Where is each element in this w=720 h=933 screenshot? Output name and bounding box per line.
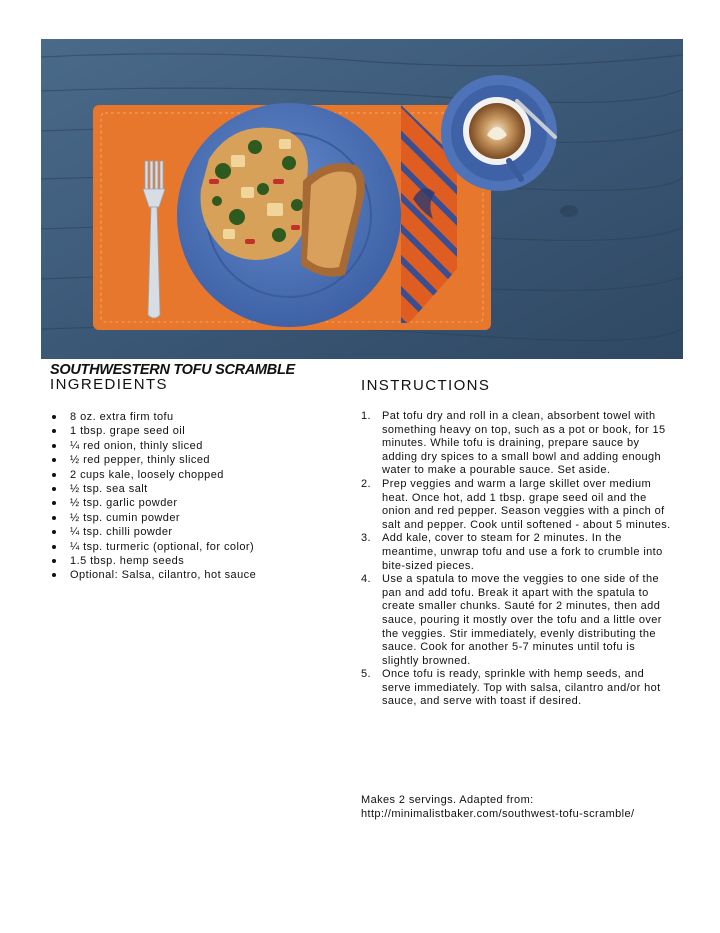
step-number: 5.: [361, 668, 371, 681]
wood-knot: [560, 205, 578, 217]
step-number: 2.: [361, 477, 371, 490]
ingredient-item: 8 oz. extra firm tofu: [50, 410, 340, 424]
ingredient-item: ¼ tsp. chilli powder: [50, 525, 340, 539]
step-number: 4.: [361, 573, 371, 586]
step-number: 3.: [361, 532, 371, 545]
ingredient-item: ½ tsp. garlic powder: [50, 496, 340, 510]
ingredient-item: 1 tbsp. grape seed oil: [50, 424, 340, 438]
ingredient-item: ½ red pepper, thinly sliced: [50, 453, 340, 467]
coffee-cup-icon: [441, 75, 557, 191]
instruction-step: [361, 532, 673, 573]
step-text: Prep veggies and warm a large skillet over medium heat. Once hot, add 1 tbsp. grape seed oil and the onion and red pepper. Season veggies with a pinch of salt and pepper. Cook until softened - about 5 minutes.: [382, 477, 671, 531]
hero-image: [41, 39, 683, 359]
ingredient-item: Optional: Salsa, cilantro, hot sauce: [50, 568, 340, 582]
ingredients-heading: INGREDIENTS: [50, 376, 168, 393]
ingredient-item: ½ tsp. cumin powder: [50, 511, 340, 525]
step-text: Use a spatula to move the veggies to one side of the pan and add tofu. Break it apart with the spatula to create smaller chunks. Sauté for 2 minutes, then add sauce, pouring it mostly over the tofu and a little over the veggies. Stir immediately, evenly distributing the sauce. Cook for another 5-7 minutes until tofu is slightly browned.: [382, 573, 662, 667]
instruction-step: [361, 478, 673, 532]
instructions-list: [361, 410, 673, 709]
step-text: Add kale, cover to steam for 2 minutes. In the meantime, unwrap tofu and use a fork to crumble into bite-sized pieces.: [382, 532, 663, 572]
step-text: Once tofu is ready, sprinkle with hemp seeds, and serve immediately. Top with salsa, cilantro and/or hot sauce, and serve with toast if desired.: [382, 668, 661, 708]
ingredient-item: 1.5 tbsp. hemp seeds: [50, 554, 340, 568]
instruction-step: [361, 410, 673, 478]
ingredient-item: 2 cups kale, loosely chopped: [50, 468, 340, 482]
ingredient-item: ½ tsp. sea salt: [50, 482, 340, 496]
step-number: 1.: [361, 410, 371, 422]
ingredients-list: [50, 410, 340, 583]
step-text: Pat tofu dry and roll in a clean, absorbent towel with something heavy on top, such as a pot or book, for 15 minutes. While tofu is draining, prepare sauce by adding dry spices to a small bowl and adding enough water to make a pourable sauce. Set aside.: [382, 410, 666, 477]
instructions-heading: INSTRUCTIONS: [361, 377, 491, 394]
instruction-step: [361, 573, 673, 668]
servings-note: Makes 2 servings. Adapted from: http://minimalistbaker.com/southwest-tofu-scramble/: [361, 794, 635, 820]
ingredient-item: ¼ tsp. turmeric (optional, for color): [50, 540, 340, 554]
ingredient-item: ¼ red onion, thinly sliced: [50, 439, 340, 453]
instruction-step: [361, 668, 673, 709]
recipe-title: SOUTHWESTERN TOFU SCRAMBLE: [50, 362, 295, 378]
